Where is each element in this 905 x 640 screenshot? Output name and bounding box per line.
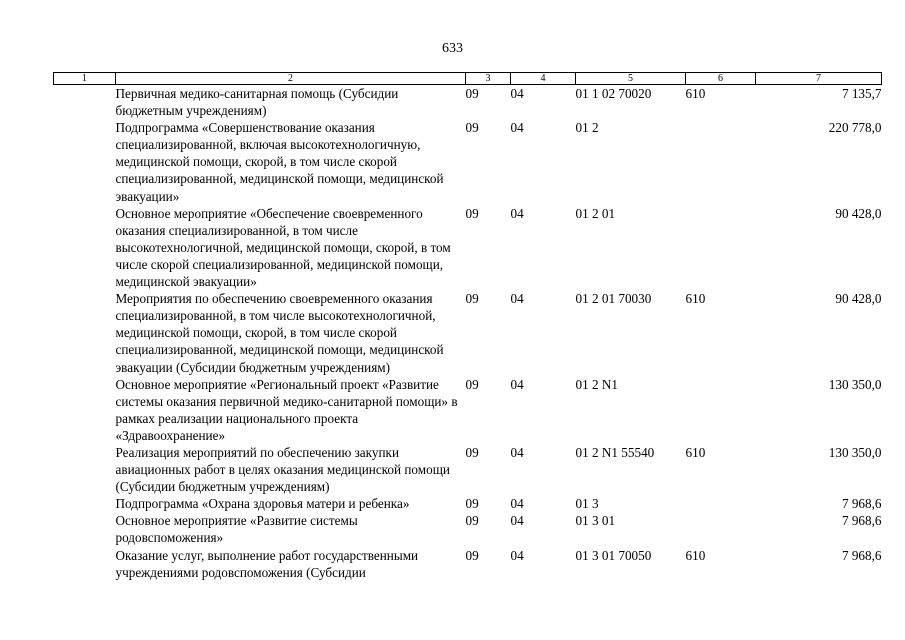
row-subsection: 04 xyxy=(510,376,524,392)
row-target-code: 01 2 01 xyxy=(575,205,616,221)
row-subsection: 04 xyxy=(510,120,524,136)
row-name: Оказание услуг, выполнение работ государственными учреждениями родовспоможения (Субсидии xyxy=(115,547,419,580)
row-expense-type: 610 xyxy=(685,86,706,101)
row-target-code: 01 1 02 70020 xyxy=(575,86,652,101)
row-subsection: 04 xyxy=(510,86,524,101)
row-section: 09 xyxy=(465,547,479,563)
row-expense-type: 610 xyxy=(685,444,706,460)
row-name: Основное мероприятие «Обеспечение своевременного оказания специализированной, в том числе высокотехнологичной, медицинской помощи, скорой, в том числе скорой специализированной, медицинской помощи, медицинской эвакуации» xyxy=(115,205,451,290)
row-target-code: 01 3 01 xyxy=(575,513,616,529)
row-section: 09 xyxy=(465,291,479,307)
row-subsection: 04 xyxy=(510,513,524,529)
column-header: 5 xyxy=(576,73,686,85)
table-body xyxy=(54,85,882,581)
blank-cell xyxy=(54,512,116,546)
row-amount: 130 350,0 xyxy=(828,444,882,460)
table-row xyxy=(54,495,882,512)
row-expense-type xyxy=(686,205,756,290)
row-amount: 7 135,7 xyxy=(841,86,882,101)
row-subsection: 04 xyxy=(510,291,524,307)
row-amount: 90 428,0 xyxy=(835,291,882,307)
row-name: Основное мероприятие «Региональный проект «Развитие системы оказания первичной медико-санитарной помощи» в рамках реализации национального проекта «Здравоохранение» xyxy=(115,376,458,443)
row-subsection: 04 xyxy=(510,496,524,512)
row-section: 09 xyxy=(465,376,479,392)
header-row xyxy=(54,73,882,85)
table-header xyxy=(54,73,882,85)
row-section: 09 xyxy=(465,496,479,512)
row-target-code: 01 2 N1 xyxy=(575,376,618,392)
row-name: Основное мероприятие «Развитие системы родовспоможения» xyxy=(115,513,358,546)
column-header: 4 xyxy=(511,73,576,85)
row-name: Первичная медико-санитарная помощь (Субсидии бюджетным учреждениям) xyxy=(115,86,399,119)
blank-cell xyxy=(54,290,116,375)
table-row xyxy=(54,205,882,290)
table-row xyxy=(54,119,882,204)
row-expense-type xyxy=(686,376,756,444)
row-expense-type: 610 xyxy=(685,547,706,563)
column-header: 3 xyxy=(466,73,511,85)
row-expense-type xyxy=(686,512,756,546)
blank-cell xyxy=(54,444,116,495)
row-expense-type xyxy=(686,119,756,204)
page-number: 633 xyxy=(442,41,463,56)
column-header: 1 xyxy=(54,73,116,85)
column-header: 6 xyxy=(686,73,756,85)
row-target-code: 01 3 01 70050 xyxy=(575,547,652,563)
row-name: Подпрограмма «Охрана здоровья матери и ребенка» xyxy=(115,496,410,512)
table-row xyxy=(54,444,882,495)
row-target-code: 01 2 01 70030 xyxy=(575,291,652,307)
blank-cell xyxy=(54,495,116,512)
column-header: 2 xyxy=(116,73,466,85)
row-target-code: 01 2 xyxy=(575,120,599,136)
blank-cell xyxy=(54,85,116,120)
row-subsection: 04 xyxy=(510,547,524,563)
row-amount: 90 428,0 xyxy=(835,205,882,221)
row-expense-type xyxy=(686,495,756,512)
blank-cell xyxy=(54,376,116,444)
row-expense-type: 610 xyxy=(685,291,706,307)
column-header: 7 xyxy=(756,73,882,85)
row-section: 09 xyxy=(465,205,479,221)
table-row xyxy=(54,512,882,546)
row-name: Подпрограмма «Совершенствование оказания специализированной, включая высокотехнологичную, медицинской помощи, скорой, в том числе скорой специализированной, медицинской помощи, медицинской эвакуации» xyxy=(115,120,444,204)
row-section: 09 xyxy=(465,513,479,529)
row-section: 09 xyxy=(465,444,479,460)
blank-cell xyxy=(54,205,116,290)
row-amount: 130 350,0 xyxy=(828,376,882,392)
table-row xyxy=(54,290,882,375)
row-subsection: 04 xyxy=(510,444,524,460)
row-target-code: 01 2 N1 55540 xyxy=(575,444,655,460)
row-amount: 220 778,0 xyxy=(828,120,882,136)
row-amount: 7 968,6 xyxy=(841,496,882,512)
budget-table xyxy=(53,72,882,581)
row-name: Реализация мероприятий по обеспечению закупки авиационных работ в целях оказания медицинской помощи (Субсидии бюджетным учреждениям) xyxy=(115,444,450,495)
row-section: 09 xyxy=(465,86,479,101)
row-amount: 7 968,6 xyxy=(841,547,882,563)
table-row xyxy=(54,376,882,444)
row-target-code: 01 3 xyxy=(575,496,599,512)
table-row xyxy=(54,85,882,120)
row-section: 09 xyxy=(465,120,479,136)
row-subsection: 04 xyxy=(510,205,524,221)
blank-cell xyxy=(54,119,116,204)
row-name: Мероприятия по обеспечению своевременного оказания специализированной, в том числе высокотехнологичной, медицинской помощи, скорой, в том числе скорой специализированной, медицинской помощи, медицинской эвакуации (Субсидии бюджетным учреждениям) xyxy=(115,291,444,375)
blank-cell xyxy=(54,547,116,581)
table-row xyxy=(54,547,882,581)
row-amount: 7 968,6 xyxy=(841,513,882,529)
